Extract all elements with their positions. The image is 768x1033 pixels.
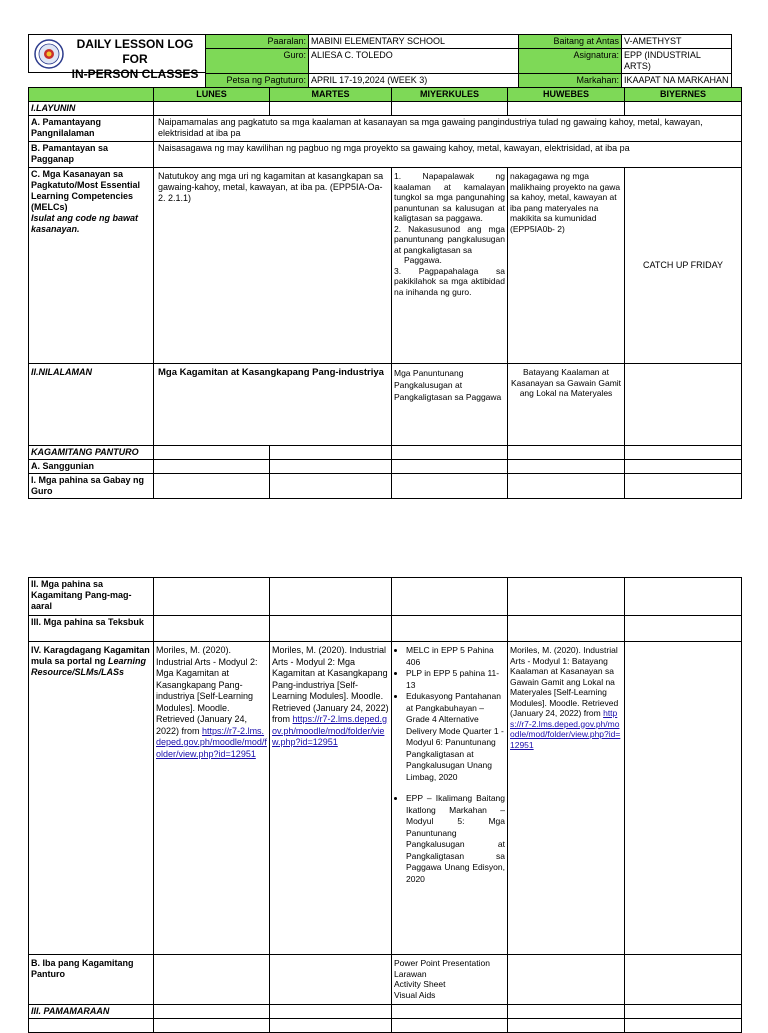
melcs-biyernes: CATCH UP FRIDAY	[625, 168, 742, 364]
gabay-guro-label: I. Mga pahina sa Gabay ng Guro	[29, 474, 154, 499]
karagdagang-lunes-text: Moriles, M. (2020). Industrial Arts - Modyul 2: Mga Kagamitan at Kasangkapang Pang-industriya [Self-Learning Modules]. Moodle. Retrieved (January 24, 2022) from	[156, 645, 258, 736]
list-item: • PLP in EPP 5 pahina 11-13	[406, 668, 505, 691]
iba-pang-miyerkules	[392, 955, 508, 1005]
karagdagang-label-cell	[29, 642, 154, 955]
melcs-label-italic: Isulat ang code ng bawat kasanayan.	[31, 213, 139, 234]
list-item: Visual Aids	[394, 989, 436, 1000]
melcs-miyerkules-item-2: 2. Nakasusunod ang mga panuntunang pangkalusugan at pangkaligtasan sa	[394, 223, 505, 255]
sanggunian-row	[29, 460, 742, 474]
lesson-log-table-1	[28, 87, 742, 499]
header-title-line1: DAILY LESSON LOG FOR	[76, 37, 194, 66]
deped-seal-icon	[34, 39, 64, 69]
guro-label: Guro:	[206, 49, 309, 74]
guro-value: ALIESA C. TOLEDO	[309, 49, 519, 74]
nilalaman-label: II.NILALAMAN	[29, 364, 154, 446]
melcs-huwebes: nakagagawa ng mga malikhaing proyekto na gawa sa kahoy, metal, kawayan at iba pang materyales na makikita sa kumunidad (EPP5IA0b- 2)	[508, 168, 625, 364]
karagdagang-row	[29, 642, 742, 955]
nilalaman-miyerkules: Mga Panuntunang Pangkalusugan at Pangkaligtasan sa Paggawa	[392, 364, 508, 446]
petsa-value: APRIL 17-19,2024 (WEEK 3)	[309, 74, 519, 88]
header-info-table	[205, 34, 732, 88]
pamamaraan-label: III. PAMAMARAAN	[29, 1005, 154, 1019]
karagdagang-lunes-link[interactable]: https://r7-2.lms.deped.gov.ph/moodle/mod/folder/view.php?id=12951	[156, 725, 267, 759]
day-lunes: LUNES	[154, 88, 270, 102]
melcs-miyerkules	[392, 168, 508, 364]
karagdagang-huwebes-link[interactable]: https://r7-2.lms.deped.gov.ph/moodle/mod/folder/view.php?id=12951	[510, 708, 621, 750]
paaralan-label: Paaralan:	[206, 35, 309, 49]
baitang-label: Baitang at Antas	[519, 35, 622, 49]
melcs-miyerkules-item-3: 3. Pagpapahalaga sa pakikilahok sa mga aktibidad na inihanda ng guro.	[394, 265, 505, 297]
day-biyernes: BIYERNES	[625, 88, 742, 102]
nilalaman-row	[29, 364, 742, 446]
karagdagang-martes-text: Moriles, M. (2020). Industrial Arts - Modyul 2: Mga Kagamitan at Kasangkapang Pang-industriya [Self-Learning Modules]. Moodle. Retrieved (January 24, 2022) from	[272, 645, 389, 724]
header-title-line2: IN-PERSON CLASSES	[71, 67, 199, 81]
sanggunian-label: A. Sanggunian	[29, 460, 154, 474]
header-title-box	[28, 34, 207, 81]
cut-off-row	[29, 1019, 742, 1033]
pamantayang-pangnilalaman-label: A. Pamantayang Pangnilalaman	[29, 116, 154, 142]
pamantayang-pangnilalaman-text: Naipamamalas ang pagkatuto sa mga kaalaman at kasanayan sa mga gawaing pangindustriya tulad ng gawaing kahoy, metal, kawayan, elektrisidad at iba pa	[154, 116, 742, 142]
karagdagang-martes-link[interactable]: https://r7-2.lms.deped.gov.ph/moodle/mod/folder/view.php?id=12951	[272, 714, 388, 747]
karagdagang-huwebes	[508, 642, 625, 955]
kagamitang-panturo-label: KAGAMITANG PANTURO	[29, 446, 154, 460]
gabay-guro-row	[29, 474, 742, 499]
kagamitang-panturo-row	[29, 446, 742, 460]
melcs-row	[29, 168, 742, 364]
teksbuk-label: III. Mga pahina sa Teksbuk	[29, 616, 154, 642]
melcs-miyerkules-item-1: 1. Napapalawak ng kaalaman at kamalayan tungkol sa mga pangunahing panuntunan sa kalusugan at kaligtasan sa paggawa.	[394, 171, 505, 223]
karagdagang-label: IV. Karagdagang Kagamitan mula sa portal ng	[31, 645, 150, 666]
markahan-label: Markahan:	[519, 74, 622, 88]
karagdagang-miyerkules	[392, 642, 508, 955]
karagdagang-martes	[270, 642, 392, 955]
nilalaman-huwebes: Batayang Kaalaman at Kasanayan sa Gawain Gamit ang Lokal na Materyales	[508, 364, 625, 446]
day-martes: MARTES	[270, 88, 392, 102]
melcs-lunes-martes: Natutukoy ang mga uri ng kagamitan at kasangkapan sa gawaing-kahoy, metal, kawayan, at iba pa. (EPP5IA-Oa-2. 2.1.1)	[154, 168, 392, 364]
list-item: • MELC in EPP 5 Pahina 406	[406, 645, 505, 668]
asignatura-value: EPP (INDUSTRIAL ARTS)	[622, 49, 732, 74]
header-title	[65, 37, 205, 82]
pamamaraan-row	[29, 1005, 742, 1019]
pamantayan-sa-pagganap-text: Naisasagawa ng may kawilihan ng pagbuo ng mga proyekto sa gawaing kahoy, metal, kawayan, elektrisidad, at iba pa	[154, 142, 742, 168]
nilalaman-lunes-martes: Mga Kagamitan at Kasangkapang Pang-industriya	[154, 364, 392, 446]
lesson-log-table-2	[28, 577, 742, 1033]
kagamitang-pang-mag-aaral-label: II. Mga pahina sa Kagamitang Pang-mag-aaral	[29, 578, 154, 616]
list-item: • EPP – Ikalimang Baitang Ikatlong Markahan – Modyul 5: Mga Panuntunang Pangkalusugan at Pangkaligtasan sa Paggawa Unang Edisyon, 2020	[406, 793, 505, 885]
karagdagang-label-italic: Learning Resource/SLMs/LASs	[31, 656, 147, 677]
layunin-row	[29, 102, 742, 116]
pamantayang-pangnilalaman-row	[29, 116, 742, 142]
iba-pang-row	[29, 955, 742, 1005]
asignatura-label: Asignatura:	[519, 49, 622, 74]
melcs-label: C. Mga Kasanayan sa Pagkatuto/Most Essential Learning Competencies (MELCs)	[31, 169, 141, 212]
days-header-row	[29, 88, 742, 102]
teksbuk-row	[29, 616, 742, 642]
paaralan-value: MABINI ELEMENTARY SCHOOL	[309, 35, 519, 49]
layunin-label: I.LAYUNIN	[29, 102, 154, 116]
iba-pang-label: B. Iba pang Kagamitang Panturo	[29, 955, 154, 1005]
list-item: Larawan	[394, 968, 427, 979]
list-item: Activity Sheet	[394, 979, 446, 989]
karagdagang-miyerkules-list	[394, 645, 505, 885]
pamantayan-sa-pagganap-label: B. Pamantayan sa Pagganap	[29, 142, 154, 168]
karagdagang-huwebes-text: Moriles, M. (2020). Industrial Arts - Modyul 1: Batayang Kaalaman at Kasanayan sa Gawain Gamit ang Lokal na Materyales [Self-Learning Modules]. Moodle. Retrieved (January 24, 2022) from	[510, 645, 619, 718]
list-item: • Edukasyong Pantahanan at Pangkabuhayan – Grade 4 Alternative Delivery Mode Quarter 1 - Modyul 6: Panuntunang Pangkaligtasan at Pangkalusugan Unang Limbag, 2020	[406, 691, 505, 783]
melcs-miyerkules-item-2b: Paggawa.	[404, 255, 442, 265]
melcs-label-cell	[29, 168, 154, 364]
markahan-value: IKAAPAT NA MARKAHAN	[622, 74, 732, 88]
petsa-label: Petsa ng Pagtuturo:	[206, 74, 309, 88]
baitang-value: V-AMETHYST	[622, 35, 732, 49]
day-huwebes: HUWEBES	[508, 88, 625, 102]
list-item: Power Point Presentation	[394, 958, 490, 968]
day-miyerkules: MIYERKULES	[392, 88, 508, 102]
pamantayan-sa-pagganap-row	[29, 142, 742, 168]
karagdagang-lunes	[154, 642, 270, 955]
kagamitang-pang-mag-aaral-row	[29, 578, 742, 616]
